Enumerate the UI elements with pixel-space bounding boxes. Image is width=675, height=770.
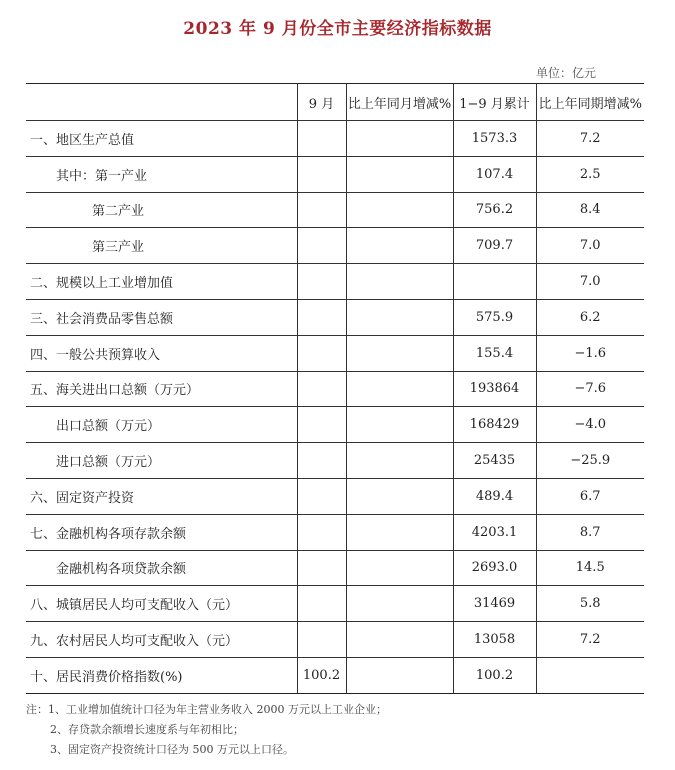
ytd-value-cell: 575.9: [453, 299, 536, 335]
ytd-value-cell: 31469: [453, 586, 536, 622]
ytd-value-cell: 100.2: [453, 657, 536, 693]
month-value-cell: [297, 335, 346, 371]
indicator-name-cell: 三、社会消费品零售总额: [26, 299, 297, 335]
indicator-name-cell: 出口总额（万元）: [26, 407, 297, 443]
month-change-cell: [346, 550, 453, 586]
table-row: [26, 228, 644, 264]
ytd-change-cell: 8.7: [536, 514, 644, 550]
month-change-cell: [346, 371, 453, 407]
indicator-name-cell: 进口总额（万元）: [26, 443, 297, 479]
ytd-change-cell: 6.2: [536, 299, 644, 335]
month-change-cell: [346, 478, 453, 514]
unit-label: 单位：亿元: [536, 66, 597, 80]
ytd-value-cell: 2693.0: [453, 550, 536, 586]
indicator-name-cell: 八、城镇居民人均可支配收入（元）: [26, 586, 297, 622]
footnotes: [26, 700, 387, 760]
indicator-name-cell: 四、一般公共预算收入: [26, 335, 297, 371]
month-value-cell: [297, 586, 346, 622]
ytd-value-cell: 4203.1: [453, 514, 536, 550]
month-value-cell: [297, 407, 346, 443]
table-row: [26, 335, 644, 371]
month-value-cell: [297, 478, 346, 514]
footnote-2: 2、存贷款余额增长速度系与年初相比；: [50, 723, 244, 736]
month-change-cell: [346, 264, 453, 300]
month-change-cell: [346, 121, 453, 157]
table-header-row: [26, 84, 644, 121]
indicator-name-cell: 金融机构各项贷款余额: [26, 550, 297, 586]
month-value-cell: [297, 622, 346, 658]
month-value-cell: [297, 264, 346, 300]
ytd-change-cell: 8.4: [536, 192, 644, 228]
indicator-name-cell: 其中：第一产业: [26, 156, 297, 192]
ytd-change-cell: −1.6: [536, 335, 644, 371]
month-value-cell: [297, 514, 346, 550]
ytd-change-cell: 7.2: [536, 622, 644, 658]
indicator-name-cell: 五、海关进出口总额（万元）: [26, 371, 297, 407]
indicator-name-cell: 二、规模以上工业增加值: [26, 264, 297, 300]
table-row: [26, 657, 644, 693]
ytd-change-cell: −7.6: [536, 371, 644, 407]
table-row: [26, 407, 644, 443]
table-row: [26, 121, 644, 157]
header-ytd-change: 比上年同期增减%: [536, 84, 644, 121]
table-row: [26, 550, 644, 586]
table-row: [26, 443, 644, 479]
ytd-value-cell: 168429: [453, 407, 536, 443]
month-value-cell: [297, 156, 346, 192]
month-change-cell: [346, 514, 453, 550]
month-value-cell: [297, 550, 346, 586]
ytd-value-cell: 193864: [453, 371, 536, 407]
ytd-change-cell: −4.0: [536, 407, 644, 443]
table-row: [26, 586, 644, 622]
ytd-value-cell: 1573.3: [453, 121, 536, 157]
ytd-change-cell: 14.5: [536, 550, 644, 586]
month-value-cell: [297, 192, 346, 228]
ytd-change-cell: 7.0: [536, 264, 644, 300]
month-value-cell: 100.2: [297, 657, 346, 693]
month-value-cell: [297, 299, 346, 335]
ytd-change-cell: [536, 657, 644, 693]
ytd-value-cell: 155.4: [453, 335, 536, 371]
ytd-change-cell: 7.0: [536, 228, 644, 264]
ytd-change-cell: 5.8: [536, 586, 644, 622]
month-value-cell: [297, 443, 346, 479]
indicator-name-cell: 十、居民消费价格指数(%): [26, 657, 297, 693]
header-indicator: [26, 84, 297, 121]
indicator-name-cell: 第三产业: [26, 228, 297, 264]
ytd-change-cell: 7.2: [536, 121, 644, 157]
month-change-cell: [346, 443, 453, 479]
table-row: [26, 156, 644, 192]
table-row: [26, 192, 644, 228]
ytd-value-cell: 13058: [453, 622, 536, 658]
header-month-change: 比上年同月增减%: [346, 84, 453, 121]
month-change-cell: [346, 586, 453, 622]
indicator-name-cell: 九、农村居民人均可支配收入（元）: [26, 622, 297, 658]
ytd-value-cell: 756.2: [453, 192, 536, 228]
month-change-cell: [346, 299, 453, 335]
month-change-cell: [346, 192, 453, 228]
ytd-value-cell: 709.7: [453, 228, 536, 264]
indicator-name-cell: 第二产业: [26, 192, 297, 228]
month-change-cell: [346, 335, 453, 371]
ytd-change-cell: 6.7: [536, 478, 644, 514]
month-change-cell: [346, 407, 453, 443]
table-row: [26, 299, 644, 335]
month-change-cell: [346, 657, 453, 693]
indicator-name-cell: 一、地区生产总值: [26, 121, 297, 157]
header-month: 9 月: [297, 84, 346, 121]
ytd-value-cell: [453, 264, 536, 300]
footnote-1: 注：1、工业增加值统计口径为年主营业务收入 2000 万元以上工业企业；: [26, 703, 387, 716]
table-row: [26, 264, 644, 300]
ytd-change-cell: 2.5: [536, 156, 644, 192]
header-ytd: 1−9 月累计: [453, 84, 536, 121]
indicator-name-cell: 六、固定资产投资: [26, 478, 297, 514]
month-value-cell: [297, 121, 346, 157]
month-change-cell: [346, 156, 453, 192]
month-value-cell: [297, 371, 346, 407]
month-value-cell: [297, 228, 346, 264]
ytd-value-cell: 489.4: [453, 478, 536, 514]
month-change-cell: [346, 228, 453, 264]
table-row: [26, 478, 644, 514]
table-row: [26, 371, 644, 407]
month-change-cell: [346, 622, 453, 658]
table-row: [26, 622, 644, 658]
ytd-change-cell: −25.9: [536, 443, 644, 479]
ytd-value-cell: 25435: [453, 443, 536, 479]
page-title: 2023 年 9 月份全市主要经济指标数据: [183, 19, 492, 39]
footnote-3: 3、固定资产投资统计口径为 500 万元以上口径。: [50, 743, 294, 756]
indicator-name-cell: 七、金融机构各项存款余额: [26, 514, 297, 550]
ytd-value-cell: 107.4: [453, 156, 536, 192]
indicator-table: [26, 83, 644, 694]
table-row: [26, 514, 644, 550]
